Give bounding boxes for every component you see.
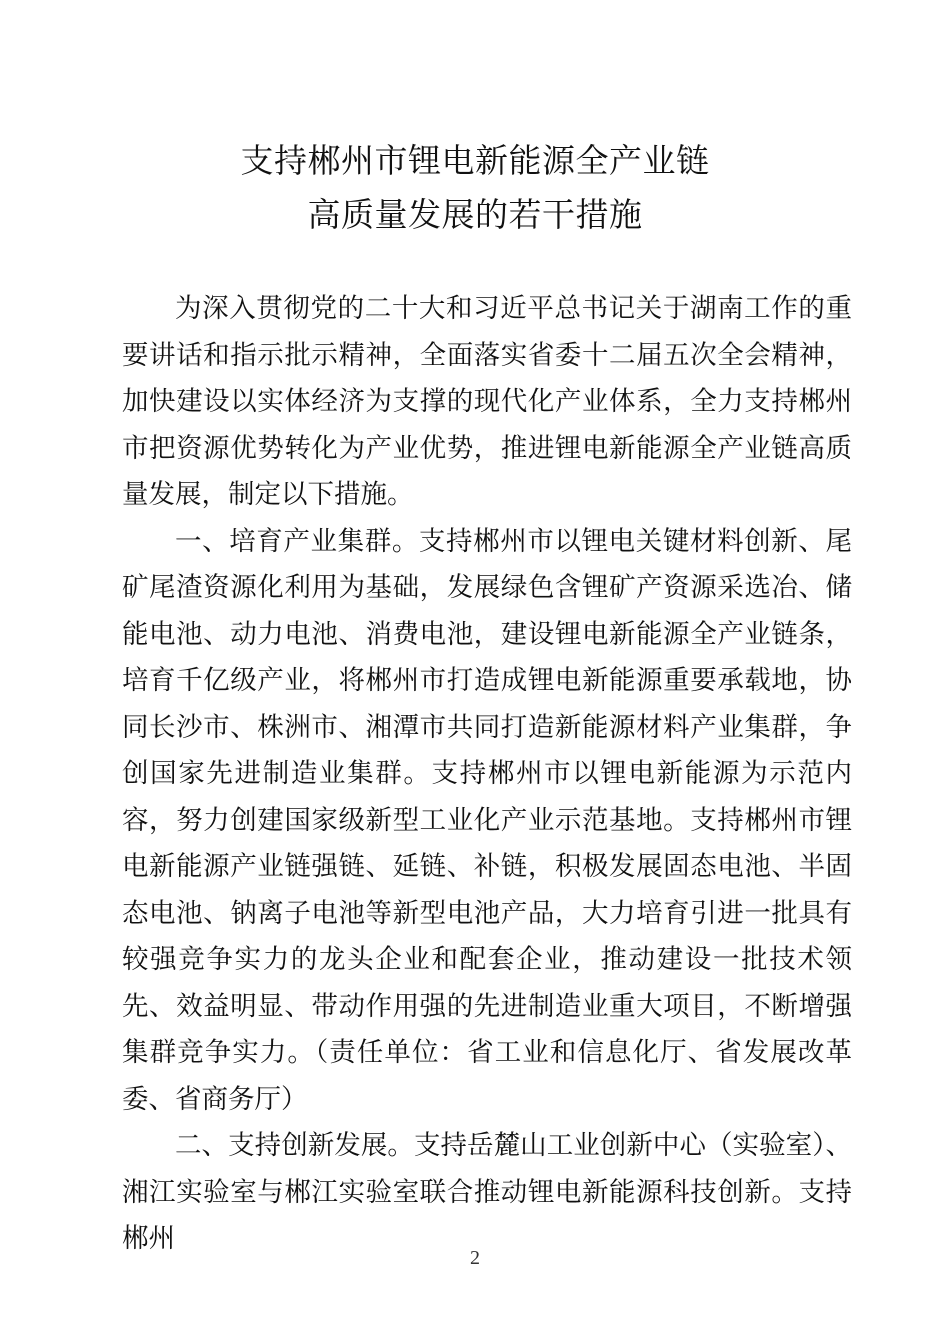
title-line-2: 高质量发展的若干措施 bbox=[307, 195, 643, 234]
paragraph-support-innovation: 二、支持创新发展。支持岳麓山工业创新中心（实验室）、湘江实验室与郴江实验室联合推动锂电新能源科技创新。支持郴州 bbox=[122, 1130, 852, 1254]
paragraph-intro: 为深入贯彻党的二十大和习近平总书记关于湖南工作的重要讲话和指示批示精神，全面落实省委十二届五次全会精神，加快建设以实体经济为支撑的现代化产业体系，全力支持郴州市把资源优势转化为产业优势，推进锂电新能源全产业链高质量发展，制定以下措施。 bbox=[122, 293, 852, 510]
document-body bbox=[122, 286, 852, 1263]
paragraph-cultivate-cluster: 一、培育产业集群。支持郴州市以锂电关键材料创新、尾矿尾渣资源化利用为基础，发展绿色含锂矿产资源采选冶、储能电池、动力电池、消费电池，建设锂电新能源全产业链条，培育千亿级产业，将郴州市打造成锂电新能源重要承载地，协同长沙市、株洲市、湘潭市共同打造新能源材料产业集群，争创国家先进制造业集群。支持郴州市以锂电新能源为示范内容，努力创建国家级新型工业化产业示范基地。支持郴州市锂电新能源产业链强链、延链、补链，积极发展固态电池、半固态电池、钠离子电池等新型电池产品，大力培育引进一批具有较强竞争实力的龙头企业和配套企业，推动建设一批技术领先、效益明显、带动作用强的先进制造业重大项目，不断增强集群竞争实力。（责任单位：省工业和信息化厅、省发展改革委、省商务厅） bbox=[122, 525, 852, 1115]
document-title bbox=[0, 134, 950, 242]
title-line-1: 支持郴州市锂电新能源全产业链 bbox=[240, 141, 710, 180]
page-number: 2 bbox=[470, 1247, 480, 1269]
